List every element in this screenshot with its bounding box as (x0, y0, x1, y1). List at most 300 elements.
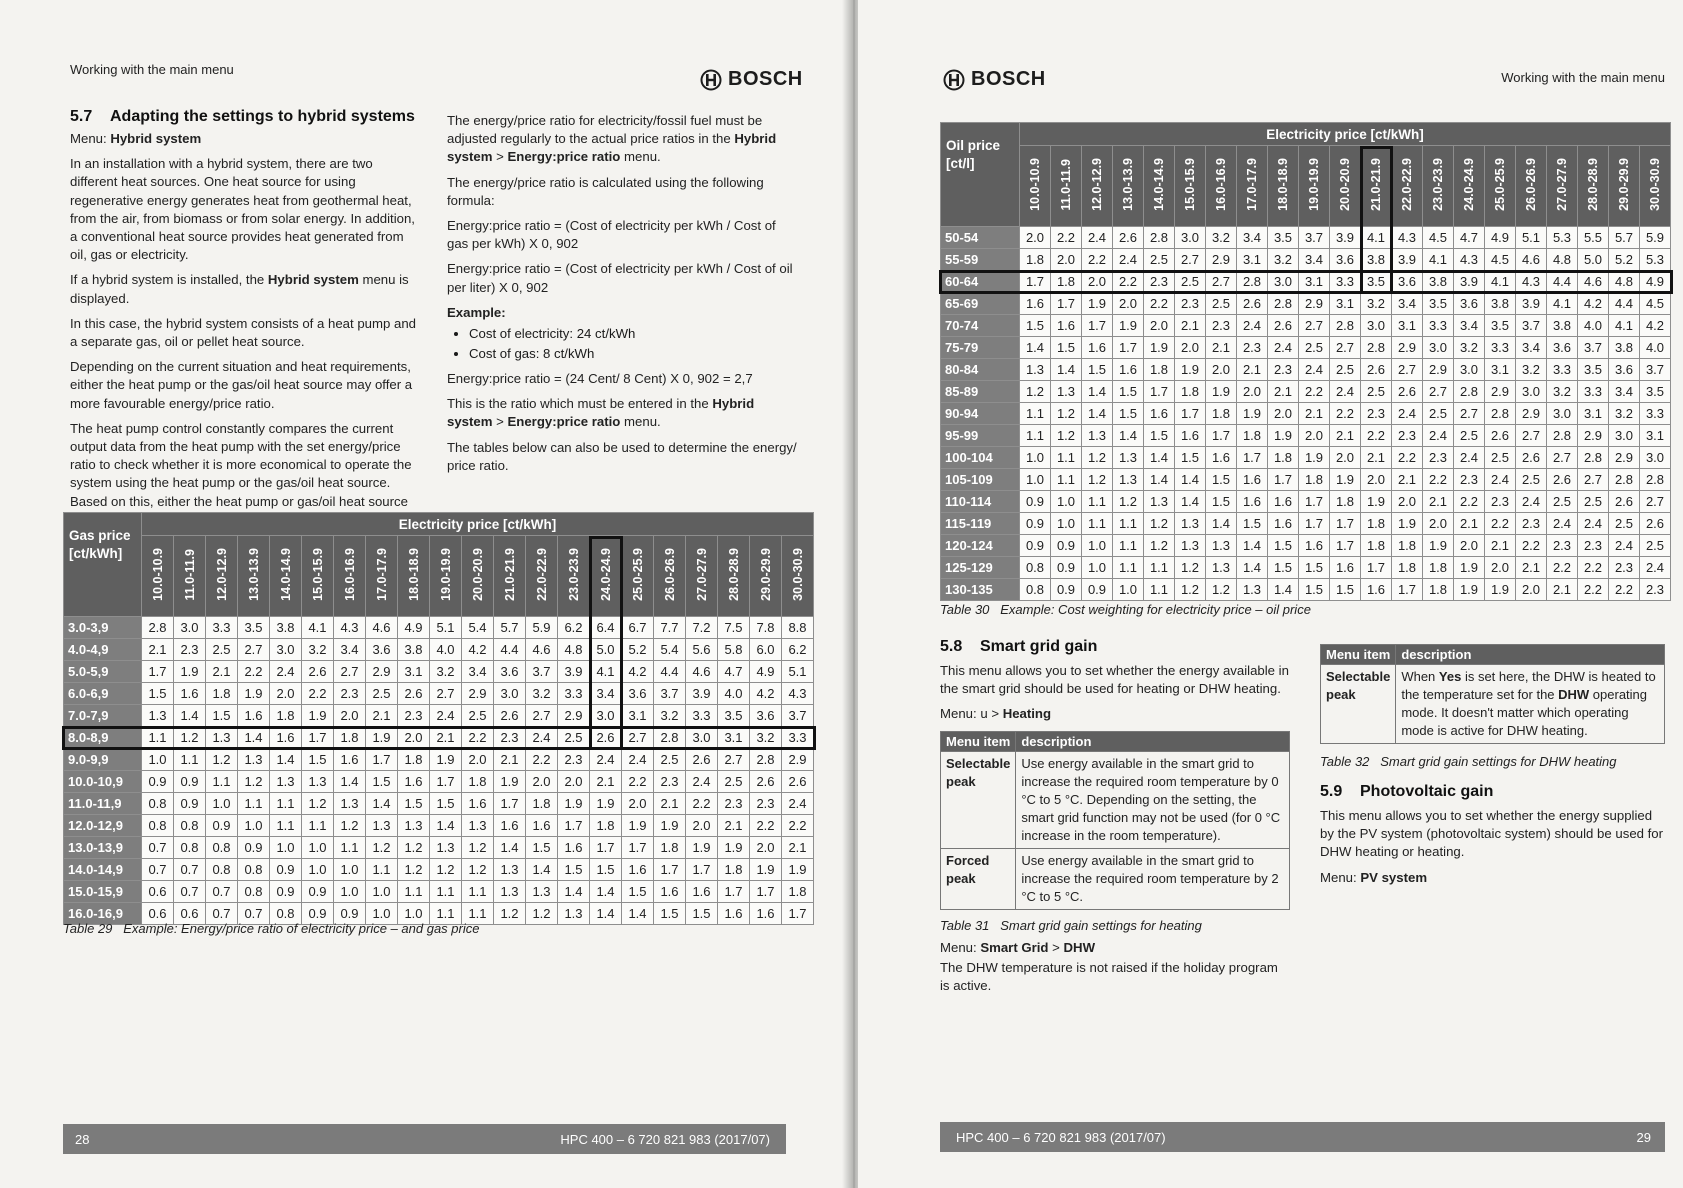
table-cell: 2.7 (1454, 403, 1485, 425)
column-header: 19.0-19.9 (430, 536, 462, 617)
running-header: Working with the main menu (1501, 70, 1665, 85)
table-cell: 3.6 (494, 661, 526, 683)
table-header-row (941, 146, 1671, 227)
row-header: 9.0-9,9 (64, 749, 142, 771)
column-header: 10.0-10.9 (142, 536, 174, 617)
table-cell: 2.4 (1268, 337, 1299, 359)
table-cell: 3.4 (590, 683, 622, 705)
table-cell: 2.9 (1485, 381, 1516, 403)
table-32-caption: Table 32 Smart grid gain settings for DHW heating (1320, 754, 1617, 769)
column-header: 13.0-13.9 (238, 536, 270, 617)
example-list (447, 324, 797, 364)
table-cell: 3.4 (1299, 249, 1330, 271)
highlight-row-marker (62, 726, 816, 750)
table-cell: 4.9 (1640, 271, 1671, 293)
table-cell: 0.9 (270, 881, 302, 903)
table-cell: 2.1 (718, 815, 750, 837)
table-cell: 0.7 (206, 903, 238, 925)
table-cell: 2.1 (1299, 403, 1330, 425)
table-cell: 2.2 (1051, 227, 1082, 249)
table-cell: 1.0 (398, 903, 430, 925)
table-cell: 1.0 (1082, 535, 1113, 557)
table-cell: 1.9 (1454, 579, 1485, 601)
page-number: 28 (75, 1131, 90, 1147)
table-cell: 1.4 (558, 881, 590, 903)
table-cell: 3.0 (590, 705, 622, 727)
table-cell: 4.4 (1609, 293, 1640, 315)
table-cell: 2.9 (1516, 403, 1547, 425)
table-cell: 3.1 (1237, 249, 1268, 271)
table-cell: 1.2 (494, 903, 526, 925)
table-cell: 1.1 (142, 727, 174, 749)
table-cell: 4.0 (430, 639, 462, 661)
table-cell: 2.5 (366, 683, 398, 705)
table-cell: 1.3 (430, 837, 462, 859)
table-cell: 1.4 (238, 727, 270, 749)
table-cell: 2.1 (430, 727, 462, 749)
table-cell: 1.2 (1051, 425, 1082, 447)
column-header: 19.0-19.9 (1299, 146, 1330, 227)
table-cell: 1.3 (1113, 447, 1144, 469)
table-cell: 3.9 (686, 683, 718, 705)
table-cell: 4.3 (1516, 271, 1547, 293)
table-cell: 1.0 (1020, 447, 1051, 469)
table-cell: 3.3 (686, 705, 718, 727)
table-cell: 4.5 (1423, 227, 1454, 249)
table-cell: 3.9 (558, 661, 590, 683)
table-cell: 1.9 (494, 771, 526, 793)
table-cell: 1.5 (1299, 557, 1330, 579)
table-gas-price (63, 512, 814, 925)
table-cell: 2.7 (1392, 359, 1423, 381)
table-cell: 3.3 (782, 727, 814, 749)
table-cell: 3.1 (1392, 315, 1423, 337)
table-cell: 1.6 (622, 859, 654, 881)
table-cell: 4.9 (398, 617, 430, 639)
table-cell: 1.6 (1299, 535, 1330, 557)
table-cell: 2.8 (1330, 315, 1361, 337)
table-cell: 5.1 (430, 617, 462, 639)
table-cell: 5.4 (654, 639, 686, 661)
table-cell: 3.3 (1485, 337, 1516, 359)
table-cell: 0.8 (238, 859, 270, 881)
table-cell: 4.3 (1454, 249, 1485, 271)
table-cell: 2.6 (302, 661, 334, 683)
table-cell: 2.4 (1454, 447, 1485, 469)
table-cell: 7.5 (718, 617, 750, 639)
table-cell: 3.2 (526, 683, 558, 705)
table-cell: 1.3 (494, 859, 526, 881)
table-cell: 1.5 (1237, 513, 1268, 535)
table-row (64, 815, 814, 837)
row-header: 75-79 (941, 337, 1020, 359)
table-cell: 2.6 (1113, 227, 1144, 249)
table-cell: 1.6 (494, 815, 526, 837)
table-cell: 1.2 (1144, 513, 1175, 535)
table-cell: 3.4 (1237, 227, 1268, 249)
table-cell: 7.7 (654, 617, 686, 639)
table-cell: 4.3 (334, 617, 366, 639)
table-cell: 3.0 (1547, 403, 1578, 425)
table-cell: 0.7 (174, 859, 206, 881)
table-cell: 0.9 (302, 881, 334, 903)
table-cell: 3.5 (1578, 359, 1609, 381)
table-cell: 1.7 (1361, 557, 1392, 579)
table-cell: 3.0 (494, 683, 526, 705)
table-cell: 1.2 (302, 793, 334, 815)
table-31 (940, 731, 1290, 910)
table-cell: 1.5 (366, 771, 398, 793)
table-cell: 4.1 (590, 661, 622, 683)
table-cell: 1.2 (366, 837, 398, 859)
table-header-row (64, 536, 814, 617)
table-cell: 1.5 (526, 837, 558, 859)
table-cell: 1.5 (686, 903, 718, 925)
table-cell: 1.8 (1175, 381, 1206, 403)
table-cell: 4.1 (1609, 315, 1640, 337)
table-cell: 4.2 (622, 661, 654, 683)
table-cell: 2.0 (1237, 381, 1268, 403)
table-cell: 2.6 (1485, 425, 1516, 447)
table-cell: 2.9 (1423, 359, 1454, 381)
table-cell: 1.9 (654, 815, 686, 837)
table-cell: 2.7 (1175, 249, 1206, 271)
table-cell: 8.8 (782, 617, 814, 639)
table-cell: 3.7 (782, 705, 814, 727)
table-cell: 2.0 (1423, 513, 1454, 535)
table-cell: 1.3 (1175, 535, 1206, 557)
column-header: 22.0-22.9 (1392, 146, 1423, 227)
table-cell: 1.7 (1237, 447, 1268, 469)
table-cell: 1.9 (1175, 359, 1206, 381)
table-cell: 2.2 (750, 815, 782, 837)
table-row (64, 881, 814, 903)
table-cell: 1.3 (142, 705, 174, 727)
table-30-wrapper (940, 122, 1671, 601)
table-cell: 2.7 (1206, 271, 1237, 293)
table-cell: 0.7 (206, 881, 238, 903)
row-header: 13.0-13,9 (64, 837, 142, 859)
table-cell: 2.4 (526, 727, 558, 749)
table-cell: 1.3 (302, 771, 334, 793)
table-cell: 2.8 (1361, 337, 1392, 359)
table-cell: 6.2 (558, 617, 590, 639)
table-cell: 0.9 (174, 793, 206, 815)
table-cell: 0.8 (1020, 579, 1051, 601)
table-cell: 2.5 (1578, 491, 1609, 513)
section-heading (70, 108, 420, 126)
table-cell: 1.1 (1020, 425, 1051, 447)
table-cell: 3.8 (270, 617, 302, 639)
table-cell: 3.1 (398, 661, 430, 683)
table-cell: 3.3 (1330, 271, 1361, 293)
table-cell: 1.5 (558, 859, 590, 881)
row-header: 5.0-5,9 (64, 661, 142, 683)
table-cell: 1.8 (206, 683, 238, 705)
table-cell: 2.3 (1423, 447, 1454, 469)
table-cell: 1.4 (622, 903, 654, 925)
table-cell: 1.5 (1020, 315, 1051, 337)
table-cell: 1.0 (238, 815, 270, 837)
caption-number: Table 29 (63, 921, 113, 936)
table-cell: 5.2 (1609, 249, 1640, 271)
table-cell: 2.3 (398, 705, 430, 727)
table-cell: 1.9 (750, 859, 782, 881)
table-cell: 1.0 (1051, 491, 1082, 513)
table-cell: 2.3 (494, 727, 526, 749)
row-header: 90-94 (941, 403, 1020, 425)
column-header: 25.0-25.9 (1485, 146, 1516, 227)
column-header: 26.0-26.9 (1516, 146, 1547, 227)
table-cell: 2.9 (1206, 249, 1237, 271)
table-cell: 1.6 (1144, 403, 1175, 425)
table-row (941, 293, 1671, 315)
row-header: 110-114 (941, 491, 1020, 513)
table-cell: 1.7 (1144, 381, 1175, 403)
table-cell: 1.9 (590, 793, 622, 815)
table-cell: 5.1 (782, 661, 814, 683)
table-cell: 2.2 (1361, 425, 1392, 447)
table-row (941, 359, 1671, 381)
row-header: 65-69 (941, 293, 1020, 315)
table-cell: 3.0 (270, 639, 302, 661)
column-header: 16.0-16.9 (334, 536, 366, 617)
table-cell: 1.4 (1051, 359, 1082, 381)
column-header: 28.0-28.9 (1578, 146, 1609, 227)
table-cell: 3.0 (1361, 315, 1392, 337)
table-cell: 3.7 (1578, 337, 1609, 359)
table-cell: 2.4 (1516, 491, 1547, 513)
table-cell: 4.2 (1578, 293, 1609, 315)
table-cell: 2.6 (1516, 447, 1547, 469)
table-cell: 2.7 (622, 727, 654, 749)
table-cell: 1.8 (1299, 469, 1330, 491)
table-cell: 1.5 (622, 881, 654, 903)
table-cell: 2.1 (1485, 535, 1516, 557)
column-header: 30.0-30.9 (782, 536, 814, 617)
table-cell: 4.5 (1485, 249, 1516, 271)
table-cell: 2.6 (1268, 315, 1299, 337)
table-cell: 2.6 (1361, 359, 1392, 381)
table-cell: 3.4 (1516, 337, 1547, 359)
table-cell: 1.1 (430, 903, 462, 925)
table-cell: 5.6 (686, 639, 718, 661)
table-cell: 1.7 (366, 749, 398, 771)
page-footer (940, 1122, 1665, 1152)
table-cell: 5.5 (1578, 227, 1609, 249)
corner-header: Oil price [ct/l] (941, 123, 1020, 227)
formula-gas: Energy:price ratio = (Cost of electricity per kWh / Cost of gas per kWh) X 0, 902 (447, 218, 776, 252)
table-cell: 4.2 (750, 683, 782, 705)
table-cell: 2.8 (1485, 403, 1516, 425)
table-cell: 1.2 (1175, 557, 1206, 579)
table-cell: 0.9 (142, 771, 174, 793)
table-cell: 1.1 (462, 881, 494, 903)
table-cell: 1.3 (1237, 579, 1268, 601)
table-cell: 0.9 (1020, 491, 1051, 513)
table-cell: 3.5 (238, 617, 270, 639)
table-cell: 1.3 (1206, 535, 1237, 557)
table-cell: 2.3 (334, 683, 366, 705)
table-cell: 1.0 (302, 837, 334, 859)
table-cell: 0.6 (174, 903, 206, 925)
table-cell: 1.8 (1423, 579, 1454, 601)
table-row (941, 557, 1671, 579)
column-header: 14.0-14.9 (1144, 146, 1175, 227)
table-cell: 4.8 (1547, 249, 1578, 271)
table-cell: 2.4 (1113, 249, 1144, 271)
table-cell: 2.3 (1206, 315, 1237, 337)
table-cell: 5.2 (622, 639, 654, 661)
table-cell: 2.0 (1516, 579, 1547, 601)
table-cell: 0.9 (174, 771, 206, 793)
paragraph: Depending on the current situation and heat requirements, either the heat pump or the gas/oil heat source may offer a more favourable energy/price ratio. (70, 359, 413, 411)
bosch-armature-icon (943, 69, 965, 91)
table-cell: 1.7 (302, 727, 334, 749)
table-cell: 1.1 (1144, 579, 1175, 601)
table-cell: 1.3 (1206, 557, 1237, 579)
table-cell: 2.0 (1144, 315, 1175, 337)
table-cell: 1.6 (558, 837, 590, 859)
table-cell: 1.4 (334, 771, 366, 793)
table-cell: 1.9 (1082, 293, 1113, 315)
table-cell: 1.9 (558, 793, 590, 815)
table-cell: 3.8 (1361, 249, 1392, 271)
table-row (64, 617, 814, 639)
table-row (941, 381, 1671, 403)
table-cell: 1.8 (1051, 271, 1082, 293)
table-cell: 3.1 (1640, 425, 1671, 447)
table-cell: 2.2 (686, 793, 718, 815)
table-cell: 3.7 (526, 661, 558, 683)
table-cell: 3.6 (1609, 359, 1640, 381)
column-energy-price (447, 112, 797, 482)
table-cell: 1.2 (206, 749, 238, 771)
table-cell: 2.1 (1454, 513, 1485, 535)
paragraph: This menu allows you to set whether the energy supplied by the PV system (photovoltaic system) should be used for DHW heating or heating. (1320, 808, 1664, 860)
table-cell: 2.9 (1299, 293, 1330, 315)
row-header: 11.0-11,9 (64, 793, 142, 815)
table-cell: 1.2 (398, 859, 430, 881)
table-cell: 1.3 (206, 727, 238, 749)
table-cell: 3.5 (718, 705, 750, 727)
table-cell: 1.3 (462, 815, 494, 837)
table-cell: 6.7 (622, 617, 654, 639)
table-cell: 2.6 (782, 771, 814, 793)
table-cell: 2.5 (1485, 447, 1516, 469)
table-cell: 1.5 (430, 793, 462, 815)
table-cell: 2.3 (718, 793, 750, 815)
highlight-column-marker (1360, 146, 1393, 294)
column-header: 29.0-29.9 (750, 536, 782, 617)
table-cell: 1.9 (1237, 403, 1268, 425)
table-cell: 1.6 (334, 749, 366, 771)
table-cell: 3.2 (750, 727, 782, 749)
table-cell: 0.9 (206, 815, 238, 837)
table-row (941, 337, 1671, 359)
table-cell: 2.4 (270, 661, 302, 683)
table-cell: 1.5 (1175, 447, 1206, 469)
table-cell: 4.6 (366, 617, 398, 639)
row-header: 4.0-4,9 (64, 639, 142, 661)
table-cell: 7.2 (686, 617, 718, 639)
table-cell: 2.7 (1640, 491, 1671, 513)
table-cell: 0.8 (174, 815, 206, 837)
table-cell: 2.3 (1485, 491, 1516, 513)
paragraph: The heat pump control constantly compares the current output data from the heat pump with the set energy/price ratio to check whether it is more economical to operate the system using the heat pump or the gas/oil heat source. Based on this, either the heat pump or gas/oil heat source (70, 420, 412, 509)
table-cell: 1.0 (270, 837, 302, 859)
table-cell: 1.4 (1237, 557, 1268, 579)
table-cell: 2.0 (1361, 469, 1392, 491)
table-cell: 3.3 (1578, 381, 1609, 403)
table-cell: 0.8 (238, 881, 270, 903)
table-cell: 2.5 (1640, 535, 1671, 557)
table-cell: 4.6 (1516, 249, 1547, 271)
table-cell: 1.2 (430, 859, 462, 881)
table-cell: 2.6 (686, 749, 718, 771)
table-cell: 1.2 (238, 771, 270, 793)
table-cell: 2.8 (750, 749, 782, 771)
table-cell: 1.5 (1206, 491, 1237, 513)
table-cell: 2.4 (1082, 227, 1113, 249)
table-cell: 4.1 (302, 617, 334, 639)
table-cell: 6.2 (782, 639, 814, 661)
column-header: 29.0-29.9 (1609, 146, 1640, 227)
table-cell: 0.8 (270, 903, 302, 925)
table-cell: 1.8 (398, 749, 430, 771)
table-cell: 1.7 (1020, 271, 1051, 293)
table-cell: 3.4 (1392, 293, 1423, 315)
table-cell: 3.3 (206, 617, 238, 639)
table-cell: 3.3 (1640, 403, 1671, 425)
table-cell: 1.9 (1299, 447, 1330, 469)
table-cell: 1.4 (366, 793, 398, 815)
table-cell: 1.4 (494, 837, 526, 859)
table-cell: 1.8 (1268, 447, 1299, 469)
table-cell: 2.2 (1454, 491, 1485, 513)
table-cell: 0.9 (1051, 579, 1082, 601)
table-cell: 3.0 (686, 727, 718, 749)
table-cell: 0.7 (174, 881, 206, 903)
table-cell: 1.9 (238, 683, 270, 705)
running-header: Working with the main menu (70, 62, 234, 77)
table-cell: 1.8 (1361, 513, 1392, 535)
table-row (941, 848, 1290, 909)
table-cell: 2.2 (1423, 469, 1454, 491)
table-cell: 3.0 (174, 617, 206, 639)
column-header: 12.0-12.9 (206, 536, 238, 617)
table-cell: 3.9 (1516, 293, 1547, 315)
table-cell: 3.6 (1454, 293, 1485, 315)
table-cell: 2.6 (1547, 469, 1578, 491)
table-cell: 2.2 (526, 749, 558, 771)
table-cell: 2.4 (1578, 513, 1609, 535)
table-cell: 2.8 (654, 727, 686, 749)
table-cell: 1.7 (590, 837, 622, 859)
table-cell: 4.0 (1640, 337, 1671, 359)
table-cell: 1.2 (526, 903, 558, 925)
table-cell: 1.9 (1144, 337, 1175, 359)
table-cell: 3.8 (1485, 293, 1516, 315)
table-cell: 1.6 (1237, 469, 1268, 491)
table-cell: 2.0 (334, 705, 366, 727)
table-cell: 1.3 (366, 815, 398, 837)
table-cell: 2.1 (366, 705, 398, 727)
table-cell: 1.1 (1113, 557, 1144, 579)
row-header: 7.0-7,9 (64, 705, 142, 727)
table-cell: 2.3 (654, 771, 686, 793)
description-cell: Use energy available in the smart grid to increase the required room temperature by 0 °C to 5 °C. Depending on the setting, the smart grid function may not be used (for 0 °C increase in the room temperature). (1016, 751, 1290, 848)
